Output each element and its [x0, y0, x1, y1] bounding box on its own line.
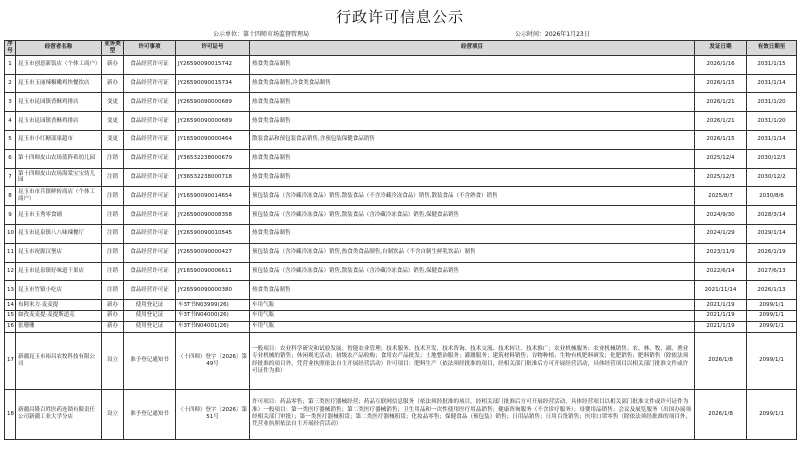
cell-scope: 散装食品和预包装食品销售,含预包装保健食品销售	[250, 130, 695, 149]
cell-item: 准予登记通知书	[124, 389, 176, 439]
publish-date: 公示时间：2026年1月23日	[515, 31, 590, 38]
table-row	[5, 300, 797, 311]
cell-type: 注销	[102, 168, 124, 187]
cell-license: JY36532238000679	[176, 149, 250, 168]
cell-valid: 2031/1/15	[747, 55, 797, 74]
cell-license: JY26590090008358	[176, 206, 250, 225]
cell-issued: 2025/8/7	[695, 187, 747, 206]
cell-valid: 2031/1/20	[747, 93, 797, 112]
header-issued: 发证日期	[695, 41, 747, 56]
cell-type: 新办	[102, 310, 124, 321]
cell-issued: 2026/1/8	[695, 389, 747, 439]
table-row	[5, 149, 797, 168]
cell-valid: 2030/12/2	[747, 168, 797, 187]
cell-scope: 车用气瓶	[250, 310, 695, 321]
cell-license: JY16590090000464	[176, 130, 250, 149]
cell-no: 18	[5, 389, 16, 439]
cell-name: 昆玉市昆园镇香酥鸡排店	[16, 112, 102, 131]
cell-item: 食品经营许可证	[124, 281, 176, 300]
cell-name: 昆玉市昆园镇香酥鸡排店	[16, 93, 102, 112]
cell-valid: 2028/3/14	[747, 206, 797, 225]
cell-type: 注销	[102, 149, 124, 168]
cell-valid: 2027/6/13	[747, 262, 797, 281]
cell-name: 布阿米力·麦麦提	[16, 300, 102, 311]
cell-scope: 预包装食品（含冷藏冷冻食品）销售,散装食品（不含冷藏冷冻食品）销售,散装食品（不含熟食）销售	[250, 187, 695, 206]
header-type: 业务类型	[102, 41, 124, 56]
cell-no: 1	[5, 55, 16, 74]
cell-valid: 2026/1/19	[747, 243, 797, 262]
cell-no: 14	[5, 300, 16, 311]
cell-type: 注销	[102, 243, 124, 262]
cell-type: 变更	[102, 112, 124, 131]
table-row	[5, 281, 797, 300]
cell-scope: 许可项目：药品零售；第三类医疗器械经营；药品互联网信息服务（依法须经批准的项目，经相关部门批准后方可开展经营活动，具体经营项目以相关部门批准文件或许可证件为准）一般项目：第一类医疗器械销售；第二类医疗器械销售；卫生用品和一次性使用医疗用品销售；健康咨询服务（不含诊疗服务）；母婴用品销售；会议及展览服务（出国办展须经相关部门审批）；第一类医疗器械租赁；第二类医疗器械租赁；化妆品零售；保健食品（预包装）销售；日用品销售；日用百货销售；医用口罩零售（除依法须经批准的项目外，凭营业执照依法自主开展经营活动）	[250, 389, 695, 439]
cell-license: JY26590090000689	[176, 93, 250, 112]
cell-item: 食品经营许可证	[124, 262, 176, 281]
cell-type: 注销	[102, 224, 124, 243]
cell-issued: 2021/1/19	[695, 310, 747, 321]
cell-issued: 2026/1/15	[695, 130, 747, 149]
table-row	[5, 224, 797, 243]
cell-issued: 2021/11/14	[695, 281, 747, 300]
header-scope: 经营项目	[250, 41, 695, 56]
cell-issued: 2026/1/21	[695, 93, 747, 112]
table-row	[5, 187, 797, 206]
cell-name: 第十四师皮山农场海棠宝宝幼儿园	[16, 168, 102, 187]
cell-scope: 热食类食品制售	[250, 224, 695, 243]
cell-name: 昆玉市祝源汉堡店	[16, 243, 102, 262]
cell-scope: 热食类食品制售	[250, 168, 695, 187]
cell-scope: 热食类食品制售	[250, 281, 695, 300]
table-row	[5, 55, 797, 74]
cell-issued: 2024/1/29	[695, 224, 747, 243]
cell-scope: 热食类食品制售	[250, 112, 695, 131]
cell-valid: 2099/1/1	[747, 300, 797, 311]
cell-no: 16	[5, 321, 16, 332]
cell-scope: 车用气瓶	[250, 321, 695, 332]
cell-no: 7	[5, 168, 16, 187]
cell-issued: 2026/1/16	[695, 55, 747, 74]
cell-no: 9	[5, 206, 16, 225]
cell-valid: 2099/1/1	[747, 310, 797, 321]
meta-line	[0, 29, 800, 40]
cell-no: 12	[5, 262, 16, 281]
header-no: 序号	[5, 41, 16, 56]
cell-item: 食品经营许可证	[124, 93, 176, 112]
cell-type: 设立	[102, 332, 124, 389]
cell-scope: 车用气瓶	[250, 300, 695, 311]
cell-item: 食品经营许可证	[124, 187, 176, 206]
cell-type: 注销	[102, 187, 124, 206]
cell-scope: 热食类食品制售	[250, 55, 695, 74]
cell-license: 车3T书N04001(26)	[176, 321, 250, 332]
cell-valid: 2030/8/6	[747, 187, 797, 206]
cell-no: 10	[5, 224, 16, 243]
cell-name: 张珊珊	[16, 321, 102, 332]
header-name: 经营者名称	[16, 41, 102, 56]
cell-issued: 2026/1/21	[695, 112, 747, 131]
cell-item: 使用登记证	[124, 300, 176, 311]
cell-no: 2	[5, 74, 16, 93]
cell-item: 食品经营许可证	[124, 206, 176, 225]
cell-issued: 2025/12/3	[695, 168, 747, 187]
cell-item: 食品经营许可证	[124, 168, 176, 187]
cell-name: 如孜麦麦提·麦提斯道克	[16, 310, 102, 321]
cell-type: 注销	[102, 281, 124, 300]
cell-item: 使用登记证	[124, 310, 176, 321]
cell-valid: 2031/1/20	[747, 112, 797, 131]
table-row	[5, 389, 797, 439]
cell-scope: 预包装食品（含冷藏冷冻食品）销售,散装食品（含冷藏冷冻食品）销售,保健食品销售	[250, 206, 695, 225]
cell-name: 新疆昌隆百姓医药连锁有限责任公司新疆工业大学分店	[16, 389, 102, 439]
cell-name: 昆玉市昆泉镇八八味辣餐厅	[16, 224, 102, 243]
cell-license: JY26590090000427	[176, 243, 250, 262]
cell-license: JY26590090000380	[176, 281, 250, 300]
cell-no: 4	[5, 112, 16, 131]
cell-issued: 2026/1/8	[695, 332, 747, 389]
cell-issued: 2025/12/4	[695, 149, 747, 168]
cell-no: 13	[5, 281, 16, 300]
header-item: 许可事项	[124, 41, 176, 56]
cell-license: JY16590090006611	[176, 262, 250, 281]
table-row	[5, 262, 797, 281]
cell-issued: 2024/9/30	[695, 206, 747, 225]
cell-license: 车3T书N04000(26)	[176, 310, 250, 321]
cell-type: 注销	[102, 206, 124, 225]
cell-type: 变更	[102, 93, 124, 112]
table-header-row	[5, 41, 797, 56]
cell-valid: 2031/1/14	[747, 74, 797, 93]
cell-name: 昆玉市玉丽辣椒嫩鸡快餐饮店	[16, 74, 102, 93]
cell-type: 注销	[102, 262, 124, 281]
cell-license: （十四师）登字〔2026〕第49号	[176, 332, 250, 389]
cell-item: 食品经营许可证	[124, 130, 176, 149]
cell-license: 车3T书N03999(26)	[176, 300, 250, 311]
cell-issued: 2021/1/19	[695, 321, 747, 332]
table-row	[5, 332, 797, 389]
cell-type: 新办	[102, 55, 124, 74]
table-row	[5, 310, 797, 321]
cell-name: 昆玉市小红糖部果超市	[16, 130, 102, 149]
cell-valid: 2030/12/3	[747, 149, 797, 168]
cell-scope: 预包装食品（含冷藏冷冻食品）销售,散装食品（含冷藏冷冻食品）销售,保健食品销售	[250, 262, 695, 281]
cell-name: 昆玉市玉秀零食铺	[16, 206, 102, 225]
cell-name: 昆玉市创意新饭店（个体工商户）	[16, 55, 102, 74]
cell-no: 11	[5, 243, 16, 262]
cell-type: 新办	[102, 300, 124, 311]
cell-issued: 2021/1/19	[695, 300, 747, 311]
cell-scope: 热食类食品制售	[250, 149, 695, 168]
cell-item: 使用登记证	[124, 321, 176, 332]
cell-type: 设立	[102, 389, 124, 439]
cell-name: 昆玉市昆泉镇好味道干果店	[16, 262, 102, 281]
cell-item: 食品经营许可证	[124, 112, 176, 131]
cell-name: 昆玉市市兵镇鲜转商店（个体工商户）	[16, 187, 102, 206]
cell-type: 变更	[102, 130, 124, 149]
cell-item: 准予登记通知书	[124, 332, 176, 389]
page-title: 行政许可信息公示	[335, 8, 464, 26]
cell-no: 5	[5, 130, 16, 149]
cell-valid: 2029/1/14	[747, 224, 797, 243]
cell-scope: 一般项目：农业科学研究和试验发展；智能农业管理；技术服务、技术开发、技术咨询、技术交流、技术转让、技术推广；农业机械服务；农业机械销售；农、林、牧、副、渔业专业机械的销售；休闲观光活动；初级农产品收购；食用农产品批发；土地整治服务；灌溉服务；建筑材料销售；谷物种植；生物有机肥料研发；化肥销售；肥料销售（除依法须经批准的项目外，凭营业执照依法自主开展经营活动）许可项目：肥料生产（依法须经批准的项目，经相关部门批准后方可开展经营活动，具体经营项目以相关部门批准文件或许可证件为准）	[250, 332, 695, 389]
cell-no: 17	[5, 332, 16, 389]
cell-valid: 2099/1/1	[747, 321, 797, 332]
header-valid: 有效日期至	[747, 41, 797, 56]
cell-item: 食品经营许可证	[124, 55, 176, 74]
cell-license: JY26590090015734	[176, 74, 250, 93]
cell-no: 3	[5, 93, 16, 112]
cell-name: 新疆昆玉市裕昌农牧科技有限公司	[16, 332, 102, 389]
table-row	[5, 168, 797, 187]
cell-license: （十四师）登字〔2026〕第51号	[176, 389, 250, 439]
cell-license: JY26590090010545	[176, 224, 250, 243]
cell-no: 15	[5, 310, 16, 321]
cell-scope: 热食类食品制售,冷食类食品制售	[250, 74, 695, 93]
cell-item: 食品经营许可证	[124, 74, 176, 93]
cell-no: 8	[5, 187, 16, 206]
cell-license: JY16590090014654	[176, 187, 250, 206]
cell-item: 食品经营许可证	[124, 243, 176, 262]
cell-scope: 预包装食品（含冷藏冷冻食品）销售,热食类食品制售,自制饮品（不含自制生鲜乳饮品）制售	[250, 243, 695, 262]
cell-item: 食品经营许可证	[124, 224, 176, 243]
cell-valid: 2099/1/1	[747, 389, 797, 439]
table-row	[5, 74, 797, 93]
table-row	[5, 321, 797, 332]
cell-no: 6	[5, 149, 16, 168]
cell-license: JY26590090015742	[176, 55, 250, 74]
cell-valid: 2031/1/14	[747, 130, 797, 149]
cell-issued: 2026/1/15	[695, 74, 747, 93]
license-table	[4, 40, 797, 440]
cell-issued: 2022/6/14	[695, 262, 747, 281]
cell-issued: 2023/11/9	[695, 243, 747, 262]
cell-valid: 2099/1/1	[747, 332, 797, 389]
table-row	[5, 206, 797, 225]
cell-license: JY36532238000718	[176, 168, 250, 187]
cell-item: 食品经营许可证	[124, 149, 176, 168]
cell-type: 新办	[102, 321, 124, 332]
table-row	[5, 130, 797, 149]
table-row	[5, 243, 797, 262]
header-license: 许可证号	[176, 41, 250, 56]
cell-valid: 2026/1/13	[747, 281, 797, 300]
cell-name: 昆玉市竹镇小吃店	[16, 281, 102, 300]
table-row	[5, 112, 797, 131]
publisher-label: 公示单位：第十四师市场监督管理局	[213, 31, 310, 38]
table-row	[5, 93, 797, 112]
cell-license: JY26590090000689	[176, 112, 250, 131]
cell-scope: 热食类食品制售	[250, 93, 695, 112]
cell-type: 新办	[102, 74, 124, 93]
cell-name: 第十四师皮山农场蓝阵希幼儿园	[16, 149, 102, 168]
table-body	[5, 55, 797, 439]
